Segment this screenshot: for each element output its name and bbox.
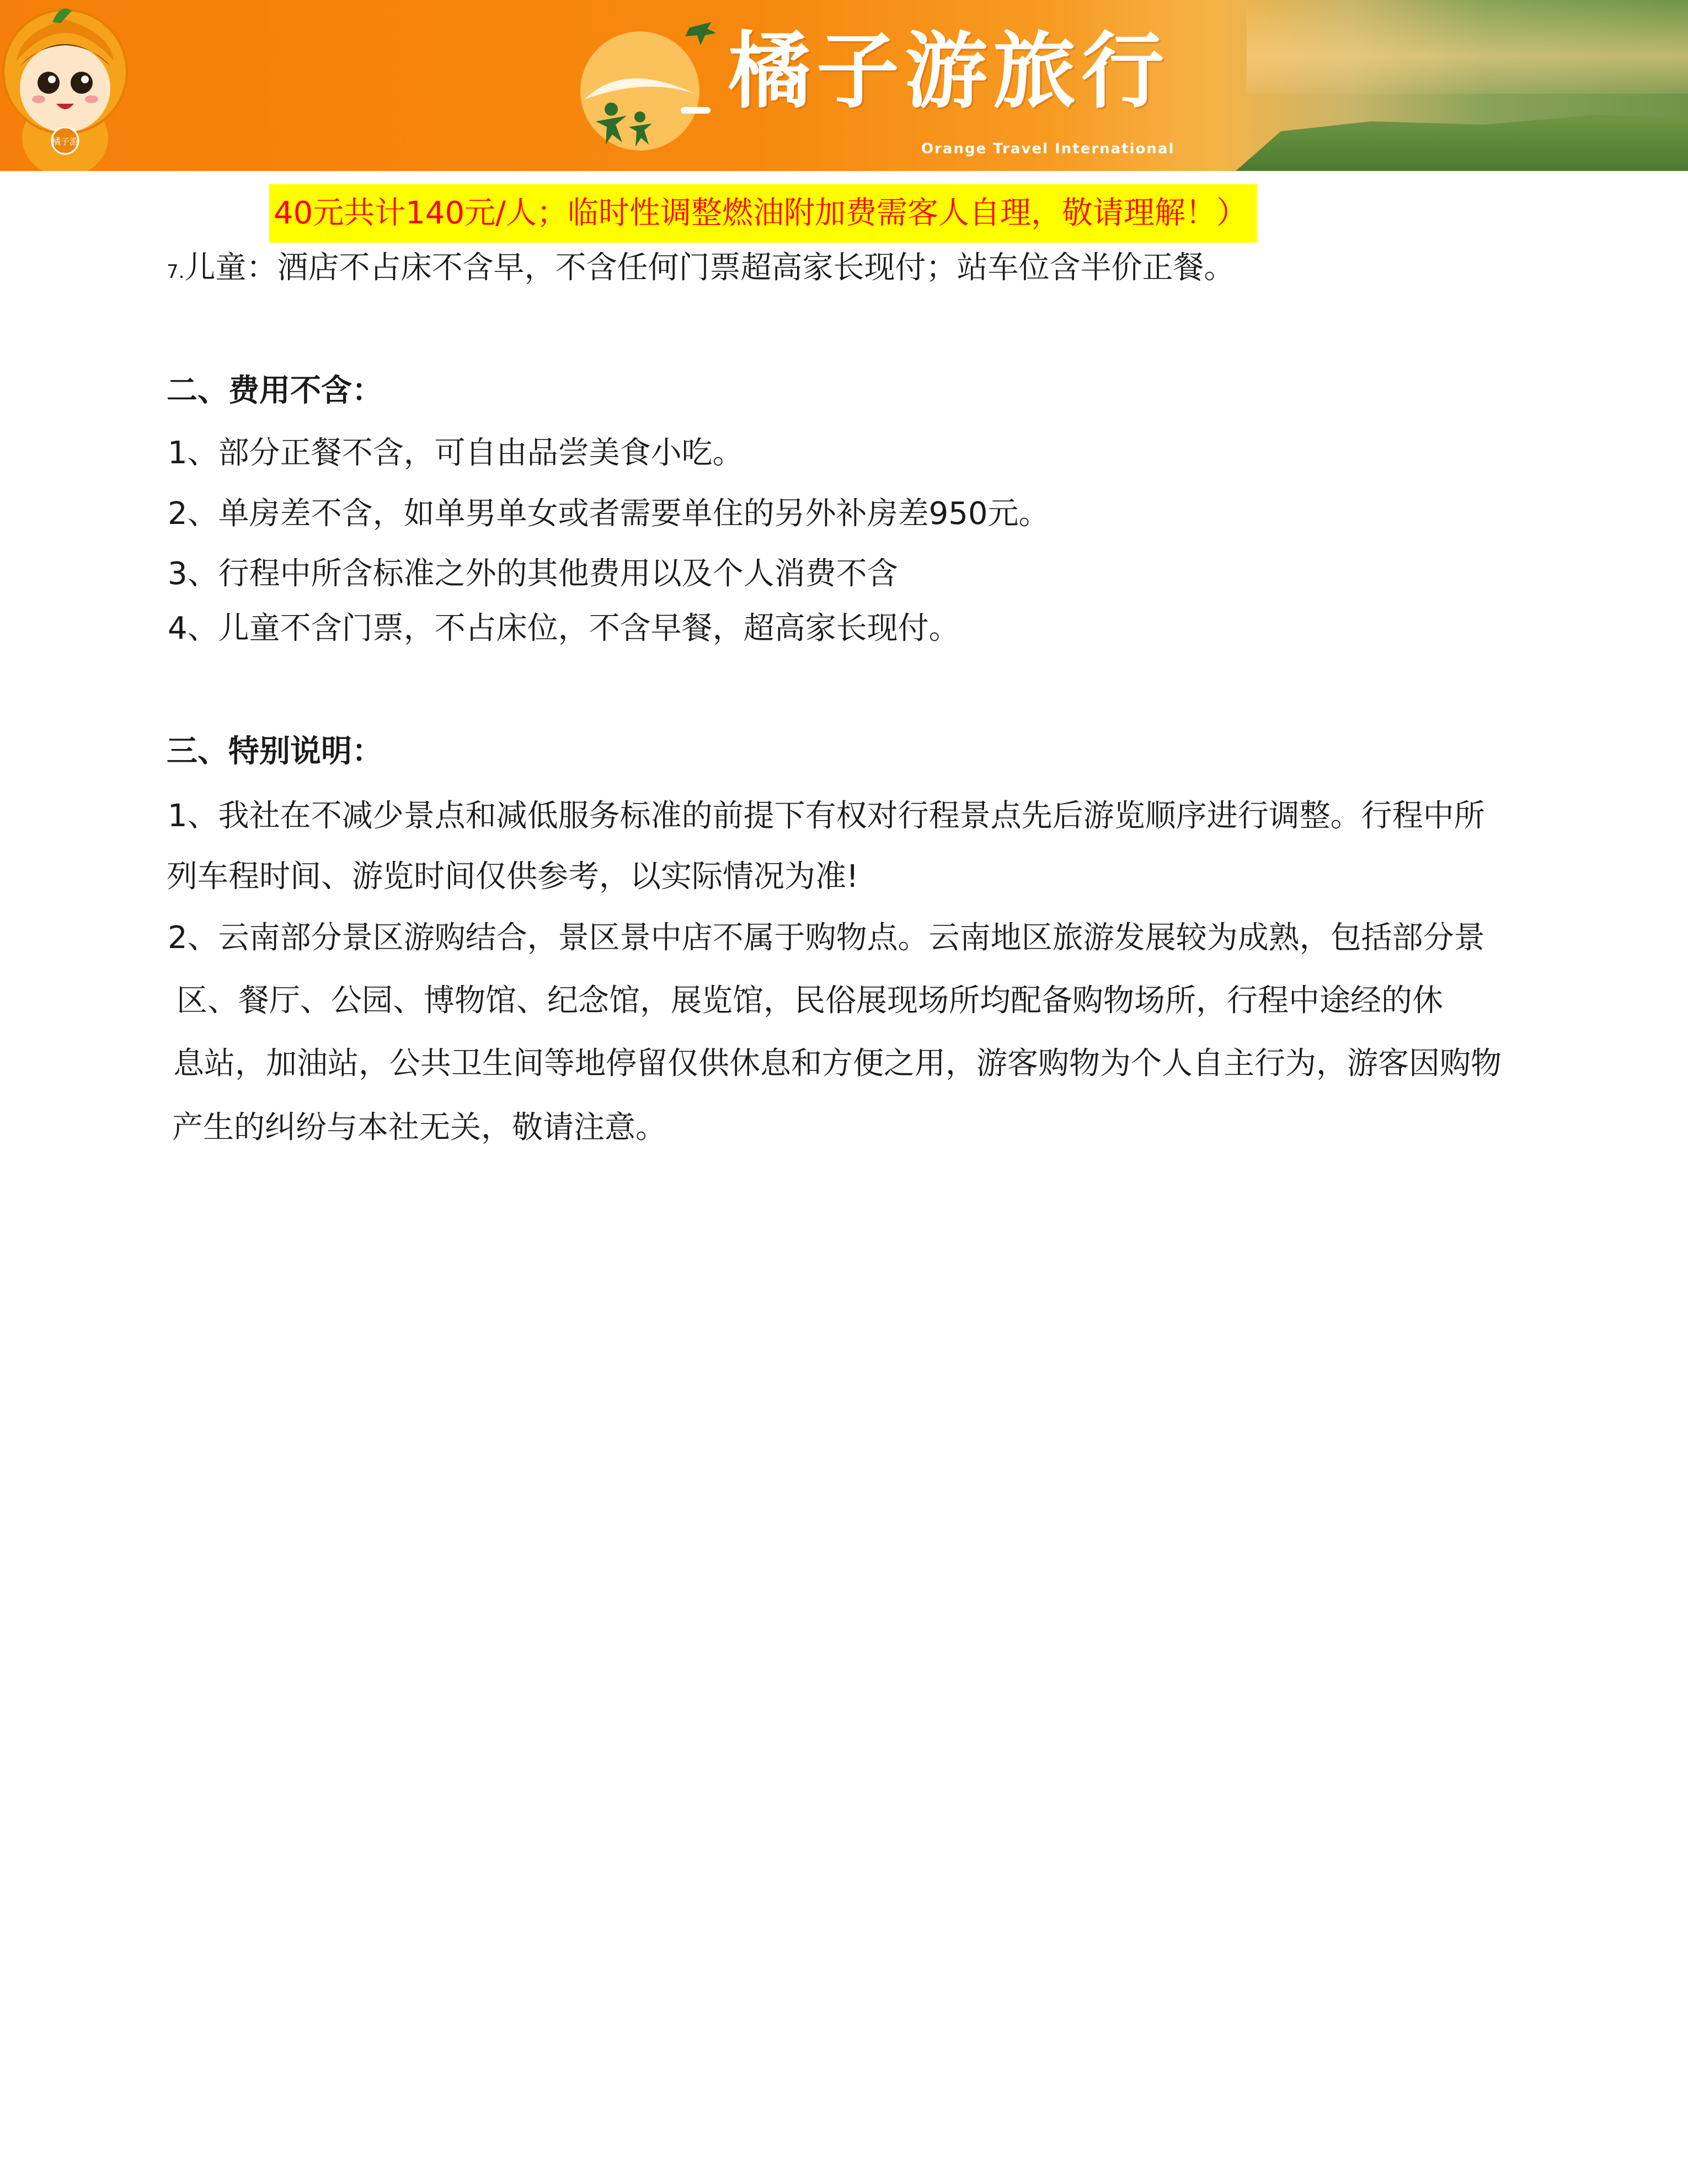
- section-2-item-2: 2、单房差不含，如单男单女或者需要单住的另外补房差950元。: [168, 496, 1050, 532]
- fuel-surcharge-highlight: 40元共计140元/人；临时性调整燃油附加费需客人自理，敬请理解！）: [269, 184, 1257, 243]
- section-2-item-4: 4、儿童不含门票，不占床位，不含早餐，超高家长现付。: [168, 611, 960, 646]
- mascot-icon: [0, 0, 138, 171]
- section-3-line-1: 1、我社在不减少景点和减低服务标准的前提下有权对行程景点先后游览顺序进行调整。行程中所: [168, 798, 1485, 834]
- banner-sky: [1247, 0, 1688, 94]
- section-3-line-3: 2、云南部分景区游购结合，景区景中店不属于购物点。云南地区旅游发展较为成熟，包括部分景: [168, 920, 1485, 956]
- sun-logo-icon: [563, 17, 717, 160]
- section-2-item-3: 3、行程中所含标准之外的其他费用以及个人消费不含: [168, 556, 898, 592]
- brand-title: 橘子游旅行: [728, 24, 1170, 120]
- item-7-number: 7.: [167, 261, 185, 283]
- section-3-line-4: 区、餐厅、公园、博物馆、纪念馆，展览馆，民俗展现场所均配备购物场所，行程中途经的休: [177, 983, 1443, 1019]
- airplane-icon: [685, 22, 716, 45]
- banner-grassland: [1236, 105, 1688, 171]
- section-3-title: 三、特别说明：: [167, 734, 383, 769]
- section-2-item-1: 1、部分正餐不含，可自由品尝美食小吃。: [168, 435, 744, 471]
- section-3-line-2: 列车程时间、游览时间仅供参考，以实际情况为准!: [167, 859, 859, 895]
- section-3-line-5: 息站，加油站，公共卫生间等地停留仅供休息和方便之用，游客购物为个人自主行为，游客因购物: [173, 1046, 1502, 1082]
- header-banner: [0, 0, 1688, 171]
- brand-subtitle: Orange Travel International: [921, 141, 1175, 157]
- item-7-text: 儿童：酒店不占床不含早，不含任何门票超高家长现付；站车位含半价正餐。: [184, 250, 1235, 286]
- item-7-children: [167, 250, 1235, 286]
- section-3-line-6: 产生的纠纷与本社无关，敬请注意。: [172, 1110, 666, 1145]
- section-2-title: 二、费用不含：: [167, 373, 383, 409]
- svg-text:橘子游: 橘子游: [51, 136, 79, 147]
